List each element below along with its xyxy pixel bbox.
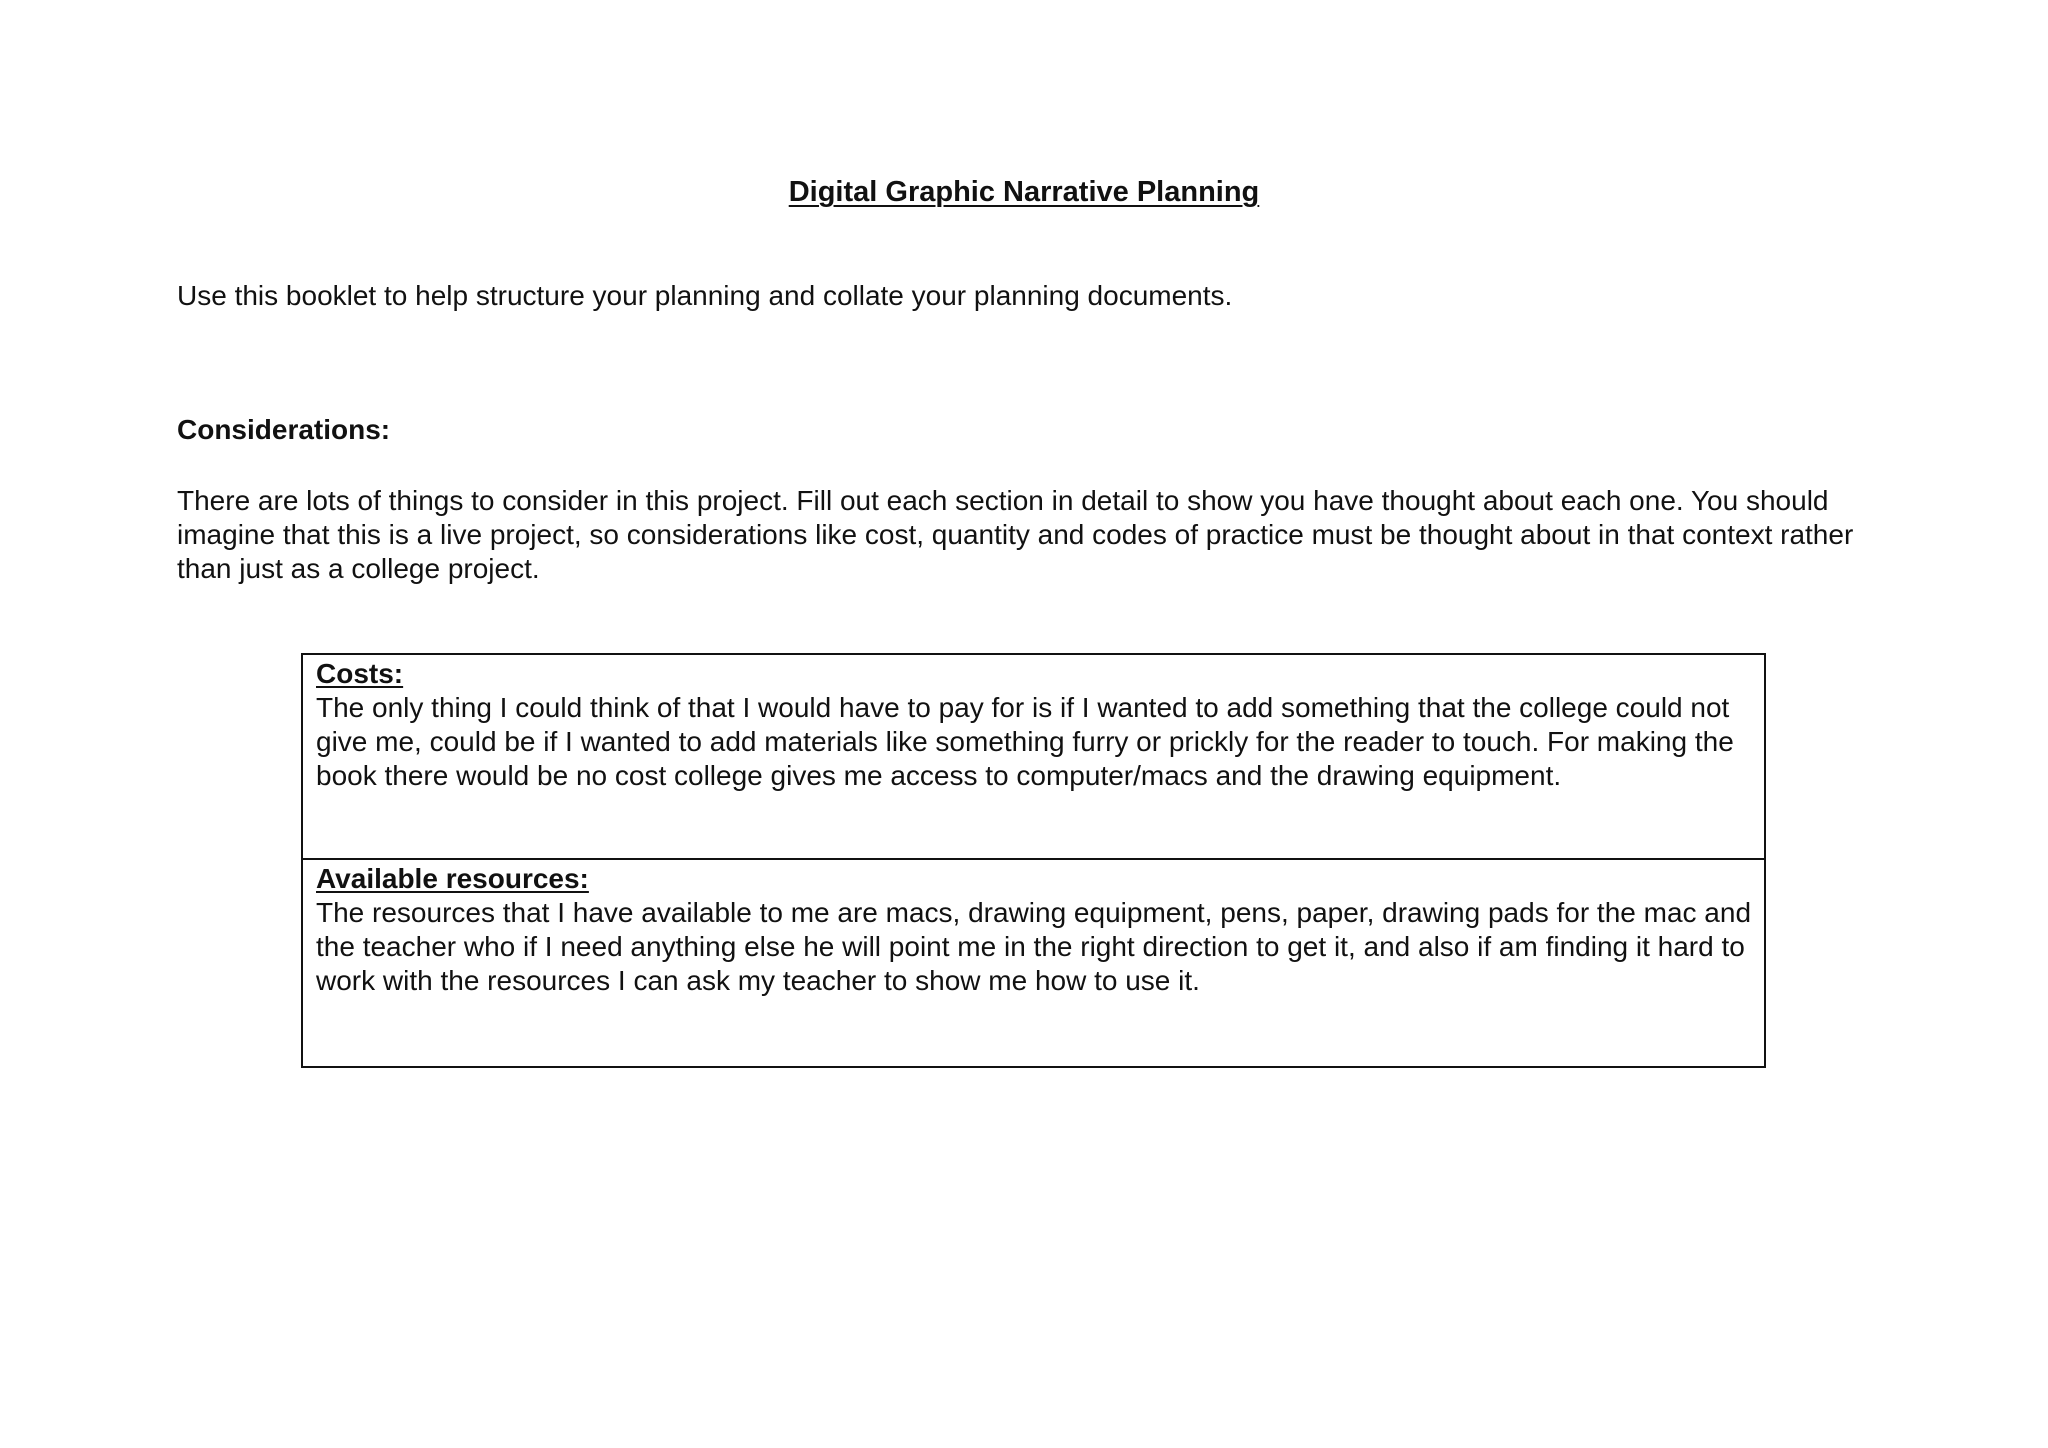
costs-text: The only thing I could think of that I would have to pay for is if I wanted to add something that the college could not give me, could be if I wanted to add materials like something furry or prickly for the reader to touch. For making the book there would be no cost college gives me access to computer/macs and the drawing equipment.	[316, 692, 1734, 791]
costs-cell	[303, 655, 1764, 858]
considerations-text: There are lots of things to consider in this project. Fill out each section in detail to show you have thought about each one. You should imagine that this is a live project, so considerations like cost, quantity and codes of practice must be thought about in that context rather than just as a college project.	[177, 485, 1854, 584]
considerations-table	[301, 653, 1766, 1068]
resources-cell	[303, 858, 1764, 1066]
resources-heading: Available resources:	[316, 863, 589, 894]
resources-text: The resources that I have available to me are macs, drawing equipment, pens, paper, drawing pads for the mac and the teacher who if I need anything else he will point me in the right direction to get it, and also if am finding it hard to work with the resources I can ask my teacher to show me how to use it.	[316, 897, 1752, 996]
considerations-heading: Considerations:	[177, 414, 391, 445]
document-title: Digital Graphic Narrative Planning	[788, 176, 1260, 208]
costs-heading: Costs:	[316, 658, 404, 689]
intro-text: Use this booklet to help structure your planning and collate your planning documents.	[177, 280, 1233, 311]
